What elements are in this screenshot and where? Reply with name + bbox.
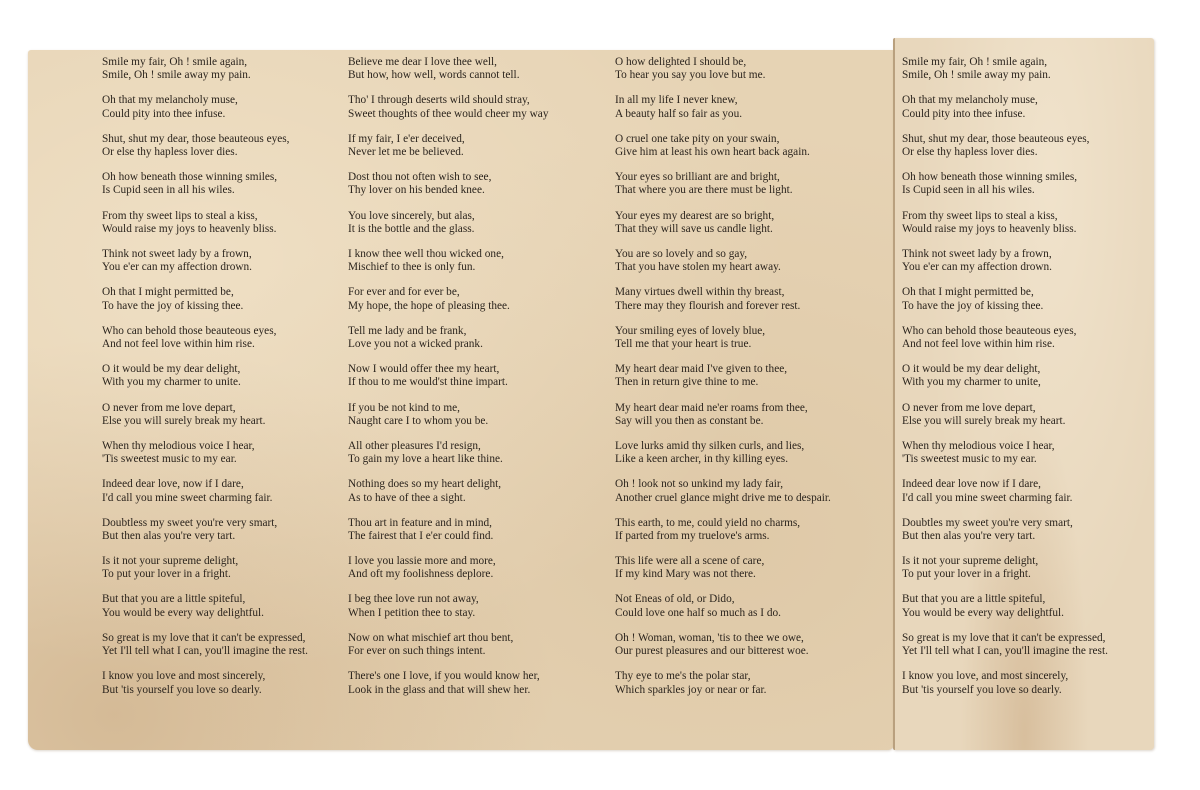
verse-line: O never from me love depart, [102,401,236,414]
verse-stanza [102,363,308,401]
verse-line: Smile my fair, Oh ! smile again, [102,56,248,68]
verse-line: Could pity into thee infuse. [902,107,1026,120]
verse-line: Dost thou not often wish to see, [348,171,492,184]
verse-stanza [902,325,1108,363]
verse-stanza [102,171,308,209]
verse-stanza [615,94,831,132]
verse-stanza [102,478,308,516]
verse-stanza [102,555,308,593]
verse-stanza [348,133,548,171]
verse-stanza [348,517,548,555]
verse-stanza [902,94,1108,132]
verse-line: And oft my foolishness deplore. [348,568,494,581]
verse-stanza [615,286,831,324]
verse-line: Oh how beneath those winning smiles, [902,171,1078,184]
verse-stanza [615,478,831,516]
verse-stanza [348,363,548,401]
verse-stanza [102,210,308,248]
verse-line: Your eyes my dearest are so bright, [615,209,775,222]
verse-stanza [615,593,831,631]
verse-line: But then alas you're very tart. [902,529,1036,542]
verse-line: To put your lover in a fright. [102,568,231,581]
verse-line: Love lurks amid thy silken curls, and lies, [615,439,805,452]
verse-line: But then alas you're very tart. [102,529,236,542]
verse-line: Look in the glass and that will shew her. [348,683,531,696]
verse-line: Tell me lady and be frank, [348,324,467,337]
verse-line: 'Tis sweetest music to my ear. [102,453,237,466]
verse-column-4 [902,56,1108,709]
verse-stanza [102,402,308,440]
verse-stanza [615,210,831,248]
verse-line: There may they flourish and forever rest. [615,299,801,312]
verse-stanza [348,56,548,94]
verse-line: That you have stolen my heart away. [615,261,781,274]
verse-line: With you my charmer to unite, [902,376,1041,389]
verse-line: You would be every way delightful. [902,606,1065,619]
verse-stanza [902,286,1108,324]
verse-line: But that you are a little spiteful, [902,593,1046,606]
verse-line: O cruel one take pity on your swain, [615,132,780,145]
verse-line: But 'tis yourself you love so dearly. [902,683,1062,696]
verse-stanza [102,248,308,286]
verse-line: Oh that I might permitted be, [902,286,1034,299]
verse-line: Your eyes so brilliant are and bright, [615,171,780,184]
verse-stanza [102,56,308,94]
verse-column-2 [348,56,548,709]
verse-stanza [902,517,1108,555]
verse-line: When thy melodious voice I hear, [902,439,1055,452]
verse-line: You e'er can my affection drown. [102,261,253,274]
verse-line: If you be not kind to me, [348,401,461,414]
verse-line: Nothing does so my heart delight, [348,478,502,491]
verse-stanza [902,402,1108,440]
verse-stanza [615,517,831,555]
verse-line: Doubtless my sweet you're very smart, [102,516,278,529]
verse-line: You e'er can my affection drown. [902,261,1053,274]
verse-line: It is the bottle and the glass. [348,222,475,235]
verse-line: If thou to me would'st thine impart. [348,376,508,389]
verse-line: If my kind Mary was not there. [615,568,756,581]
verse-line: I love you lassie more and more, [348,555,496,568]
verse-stanza [348,440,548,478]
verse-line: Shut, shut my dear, those beauteous eyes, [102,132,290,145]
verse-line: My heart dear maid ne'er roams from thee, [615,401,808,414]
verse-line: You are so lovely and so gay, [615,247,748,260]
verse-line: If parted from my truelove's arms. [615,529,770,542]
verse-line: To hear you say you love but me. [615,69,766,82]
verse-stanza [102,632,308,670]
verse-stanza [348,286,548,324]
verse-stanza [615,325,831,363]
verse-stanza [102,94,308,132]
verse-stanza [902,133,1108,171]
verse-line: Doubtles my sweet you're very smart, [902,516,1073,529]
verse-line: Think not sweet lady by a frown, [102,247,252,260]
verse-line: Think not sweet lady by a frown, [902,247,1052,260]
verse-line: Oh that my melancholy muse, [102,94,238,107]
verse-stanza [102,440,308,478]
verse-line: Love you not a wicked prank. [348,338,483,351]
verse-line: Oh how beneath those winning smiles, [102,171,278,184]
verse-stanza [615,248,831,286]
verse-line: Thy lover on his bended knee. [348,184,485,197]
verse-stanza [902,440,1108,478]
verse-line: Shut, shut my dear, those beauteous eyes, [902,132,1090,145]
verse-stanza [615,363,831,401]
verse-line: Give him at least his own heart back again. [615,146,810,159]
verse-line: My heart dear maid I've given to thee, [615,363,788,376]
verse-line: Then in return give thine to me. [615,376,759,389]
verse-line: Else you will surely break my heart. [102,414,266,427]
verse-line: Is Cupid seen in all his wiles. [902,184,1035,197]
verse-line: Would raise my joys to heavenly bliss. [102,222,277,235]
verse-line: And not feel love within him rise. [902,338,1055,351]
verse-line: Who can behold those beauteous eyes, [102,324,277,337]
verse-line: Is it not your supreme delight, [102,555,239,568]
verse-line: That where you are there must be light. [615,184,793,197]
verse-stanza [102,593,308,631]
verse-line: From thy sweet lips to steal a kiss, [902,209,1058,222]
verse-line: Which sparkles joy or near or far. [615,683,767,696]
verse-stanza [348,325,548,363]
verse-column-1 [102,56,308,709]
verse-line: I'd call you mine sweet charming fair. [902,491,1073,504]
verse-line: With you my charmer to unite. [102,376,241,389]
verse-line: So great is my love that it can't be expressed, [902,631,1106,644]
verse-stanza [102,325,308,363]
verse-stanza [902,210,1108,248]
verse-stanza [348,555,548,593]
verse-stanza [348,478,548,516]
verse-stanza [348,94,548,132]
verse-line: Indeed dear love, now if I dare, [102,478,244,491]
verse-line: Another cruel glance might drive me to despair. [615,491,831,504]
verse-line: In all my life I never knew, [615,94,738,107]
verse-line: Oh that my melancholy muse, [902,94,1038,107]
verse-stanza [348,632,548,670]
verse-line: To have the joy of kissing thee. [902,299,1044,312]
verse-line: I beg thee love run not away, [348,593,479,606]
verse-line: All other pleasures I'd resign, [348,439,481,452]
verse-line: To gain my love a heart like thine. [348,453,503,466]
verse-line: Oh that I might permitted be, [102,286,234,299]
verse-line: You love sincerely, but alas, [348,209,475,222]
verse-stanza [902,171,1108,209]
verse-line: If my fair, I e'er deceived, [348,132,465,145]
verse-stanza [615,171,831,209]
verse-line: Now I would offer thee my heart, [348,363,500,376]
verse-stanza [902,478,1108,516]
verse-line: Or else thy hapless lover dies. [902,146,1038,159]
verse-line: The fairest that I e'er could find. [348,529,494,542]
verse-line: Oh ! Woman, woman, 'tis to thee we owe, [615,631,804,644]
verse-stanza [902,56,1108,94]
verse-stanza [348,402,548,440]
verse-stanza [348,593,548,631]
verse-line: Smile my fair, Oh ! smile again, [902,56,1048,68]
verse-line: But how, how well, words cannot tell. [348,69,520,82]
verse-line: O never from me love depart, [902,401,1036,414]
verse-line: So great is my love that it can't be expressed, [102,631,306,644]
verse-line: My hope, the hope of pleasing thee. [348,299,510,312]
verse-stanza [102,286,308,324]
verse-line: Not Eneas of old, or Dido, [615,593,735,606]
verse-line: Would raise my joys to heavenly bliss. [902,222,1077,235]
verse-line: Believe me dear I love thee well, [348,56,497,68]
verse-line: This life were all a scene of care, [615,555,765,568]
verse-stanza [102,670,308,708]
verse-line: Many virtues dwell within thy breast, [615,286,785,299]
verse-line: To put your lover in a fright. [902,568,1031,581]
verse-line: Say will you then as constant be. [615,414,764,427]
verse-line: Naught care I to whom you be. [348,414,489,427]
verse-line: Or else thy hapless lover dies. [102,146,238,159]
verse-line: O it would be my dear delight, [902,363,1041,376]
verse-stanza [615,440,831,478]
verse-line: This earth, to me, could yield no charms, [615,516,801,529]
verse-line: That they will save us candle light. [615,222,773,235]
verse-stanza [102,133,308,171]
verse-line: Could love one half so much as I do. [615,606,781,619]
verse-line: I know thee well thou wicked one, [348,247,504,260]
verse-stanza [615,402,831,440]
verse-stanza [902,363,1108,401]
verse-line: Your smiling eyes of lovely blue, [615,324,766,337]
verse-line: Our purest pleasures and our bitterest woe. [615,645,809,658]
verse-line: Tho' I through deserts wild should stray, [348,94,530,107]
verse-stanza [615,133,831,171]
verse-stanza [902,555,1108,593]
verse-line: For ever and for ever be, [348,286,460,299]
verse-stanza [348,670,548,708]
verse-line: Thy eye to me's the polar star, [615,670,751,683]
verse-line: To have the joy of kissing thee. [102,299,244,312]
verse-line: I know you love, and most sincerely, [902,670,1069,683]
verse-line: Thou art in feature and in mind, [348,516,492,529]
verse-line: And not feel love within him rise. [102,338,255,351]
verse-line: Is it not your supreme delight, [902,555,1039,568]
verse-stanza [615,632,831,670]
verse-line: I'd call you mine sweet charming fair. [102,491,273,504]
verse-stanza [348,210,548,248]
verse-line: Indeed dear love now if I dare, [902,478,1041,491]
verse-stanza [615,56,831,94]
verse-stanza [615,555,831,593]
verse-line: You would be every way delightful. [102,606,265,619]
verse-stanza [615,670,831,708]
verse-line: For ever on such things intent. [348,645,486,658]
verse-line: Oh ! look not so unkind my lady fair, [615,478,784,491]
verse-line: Smile, Oh ! smile away my pain. [102,69,251,82]
verse-line: When I petition thee to stay. [348,606,476,619]
verse-line: Else you will surely break my heart. [902,414,1066,427]
verse-column-3 [615,56,831,709]
verse-stanza [902,593,1108,631]
verse-line: Who can behold those beauteous eyes, [902,324,1077,337]
verse-stanza [902,248,1108,286]
verse-line: Sweet thoughts of thee would cheer my way [348,107,549,120]
verse-line: Yet I'll tell what I can, you'll imagine the rest. [102,645,308,658]
verse-line: As to have of thee a sight. [348,491,466,504]
verse-line: Now on what mischief art thou bent, [348,631,514,644]
verse-line: O it would be my dear delight, [102,363,241,376]
verse-line: But that you are a little spiteful, [102,593,246,606]
verse-line: Like a keen archer, in thy killing eyes. [615,453,789,466]
verse-line: I know you love and most sincerely, [102,670,266,683]
verse-stanza [348,248,548,286]
verse-line: When thy melodious voice I hear, [102,439,255,452]
verse-stanza [902,670,1108,708]
verse-line: Never let me be believed. [348,146,464,159]
verse-line: 'Tis sweetest music to my ear. [902,453,1037,466]
verse-line: Tell me that your heart is true. [615,338,752,351]
verse-stanza [902,632,1108,670]
verse-line: Yet I'll tell what I can, you'll imagine the rest. [902,645,1108,658]
verse-line: Smile, Oh ! smile away my pain. [902,69,1051,82]
verse-line: Is Cupid seen in all his wiles. [102,184,235,197]
verse-line: O how delighted I should be, [615,56,747,68]
verse-line: But 'tis yourself you love so dearly. [102,683,262,696]
verse-line: Mischief to thee is only fun. [348,261,476,274]
verse-line: Could pity into thee infuse. [102,107,226,120]
verse-line: There's one I love, if you would know her, [348,670,540,683]
verse-stanza [102,517,308,555]
verse-line: From thy sweet lips to steal a kiss, [102,209,258,222]
verse-line: A beauty half so fair as you. [615,107,743,120]
verse-stanza [348,171,548,209]
